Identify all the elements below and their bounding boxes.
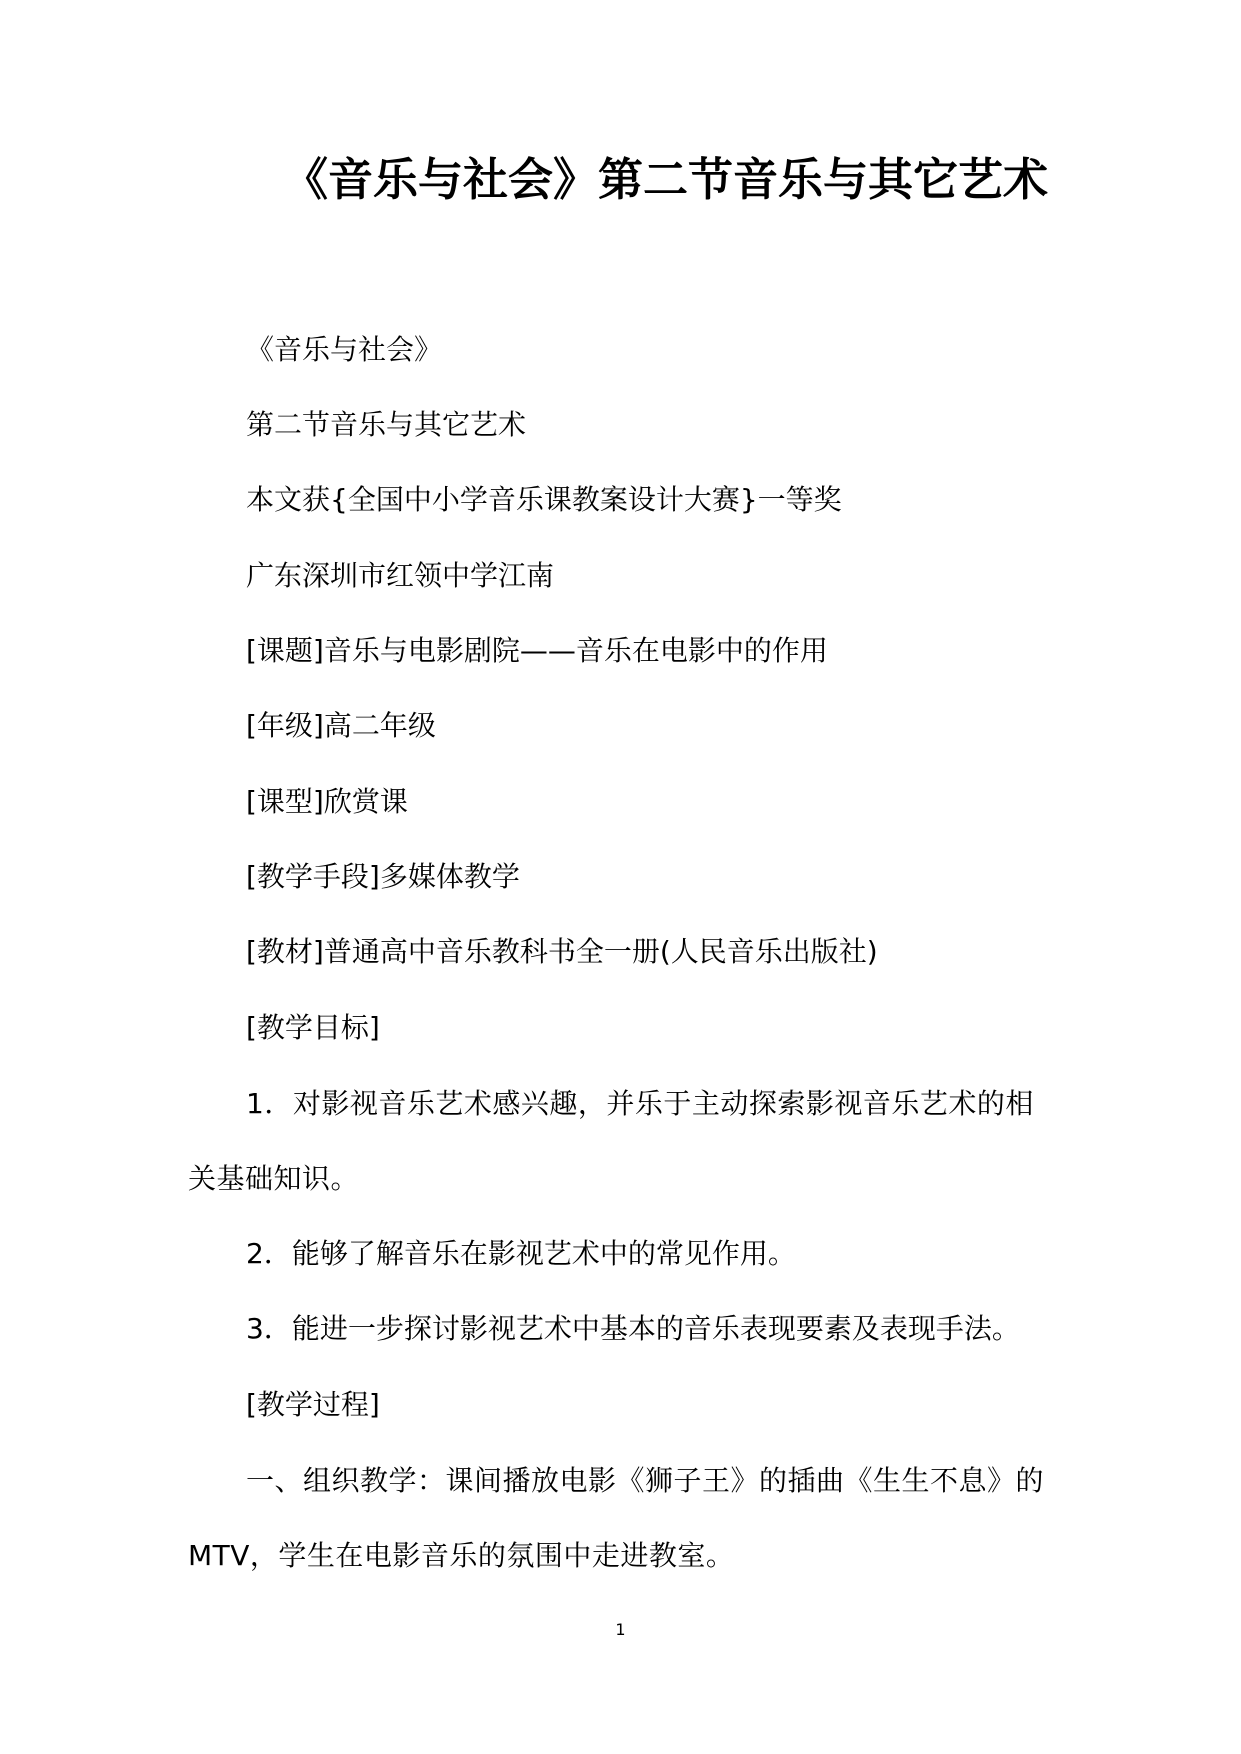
paragraph-teaching-means: [教学手段]多媒体教学 (246, 860, 520, 893)
page-number: 1 (615, 1620, 626, 1639)
paragraph-process-heading: [教学过程] (246, 1388, 380, 1421)
paragraph-objective-3: 3．能进一步探讨影视艺术中基本的音乐表现要素及表现手法。 (246, 1312, 1020, 1345)
paragraph-textbook: [教材]普通高中音乐教科书全一册(人民音乐出版社) (246, 935, 878, 968)
paragraph-section-title: 第二节音乐与其它艺术 (246, 408, 527, 441)
paragraph-objective-1: 1．对影视音乐艺术感兴趣，并乐于主动探索影视音乐艺术的相关基础知识。 (188, 1087, 1034, 1195)
paragraph-objectives-heading: [教学目标] (246, 1011, 380, 1044)
paragraph-objective-2: 2．能够了解音乐在影视艺术中的常见作用。 (246, 1237, 796, 1270)
paragraph-process-step-1: 一、组织教学：课间播放电影《狮子王》的插曲《生生不息》的 MTV，学生在电影音乐的氛围中走进教室。 (188, 1464, 1045, 1572)
paragraph-lesson-type: [课型]欣赏课 (246, 785, 408, 818)
document-title-text: 《音乐与社会》第二节音乐与其它艺术 (282, 153, 1048, 206)
paragraph-author: 广东深圳市红领中学江南 (246, 559, 555, 592)
document-title (0, 152, 1241, 208)
paragraph-award: 本文获{全国中小学音乐课教案设计大赛}一等奖 (246, 483, 842, 516)
paragraph-topic: [课题]音乐与电影剧院——音乐在电影中的作用 (246, 634, 828, 667)
paragraph-grade: [年级]高二年级 (246, 709, 436, 742)
paragraph-book-title: 《音乐与社会》 (246, 333, 443, 366)
